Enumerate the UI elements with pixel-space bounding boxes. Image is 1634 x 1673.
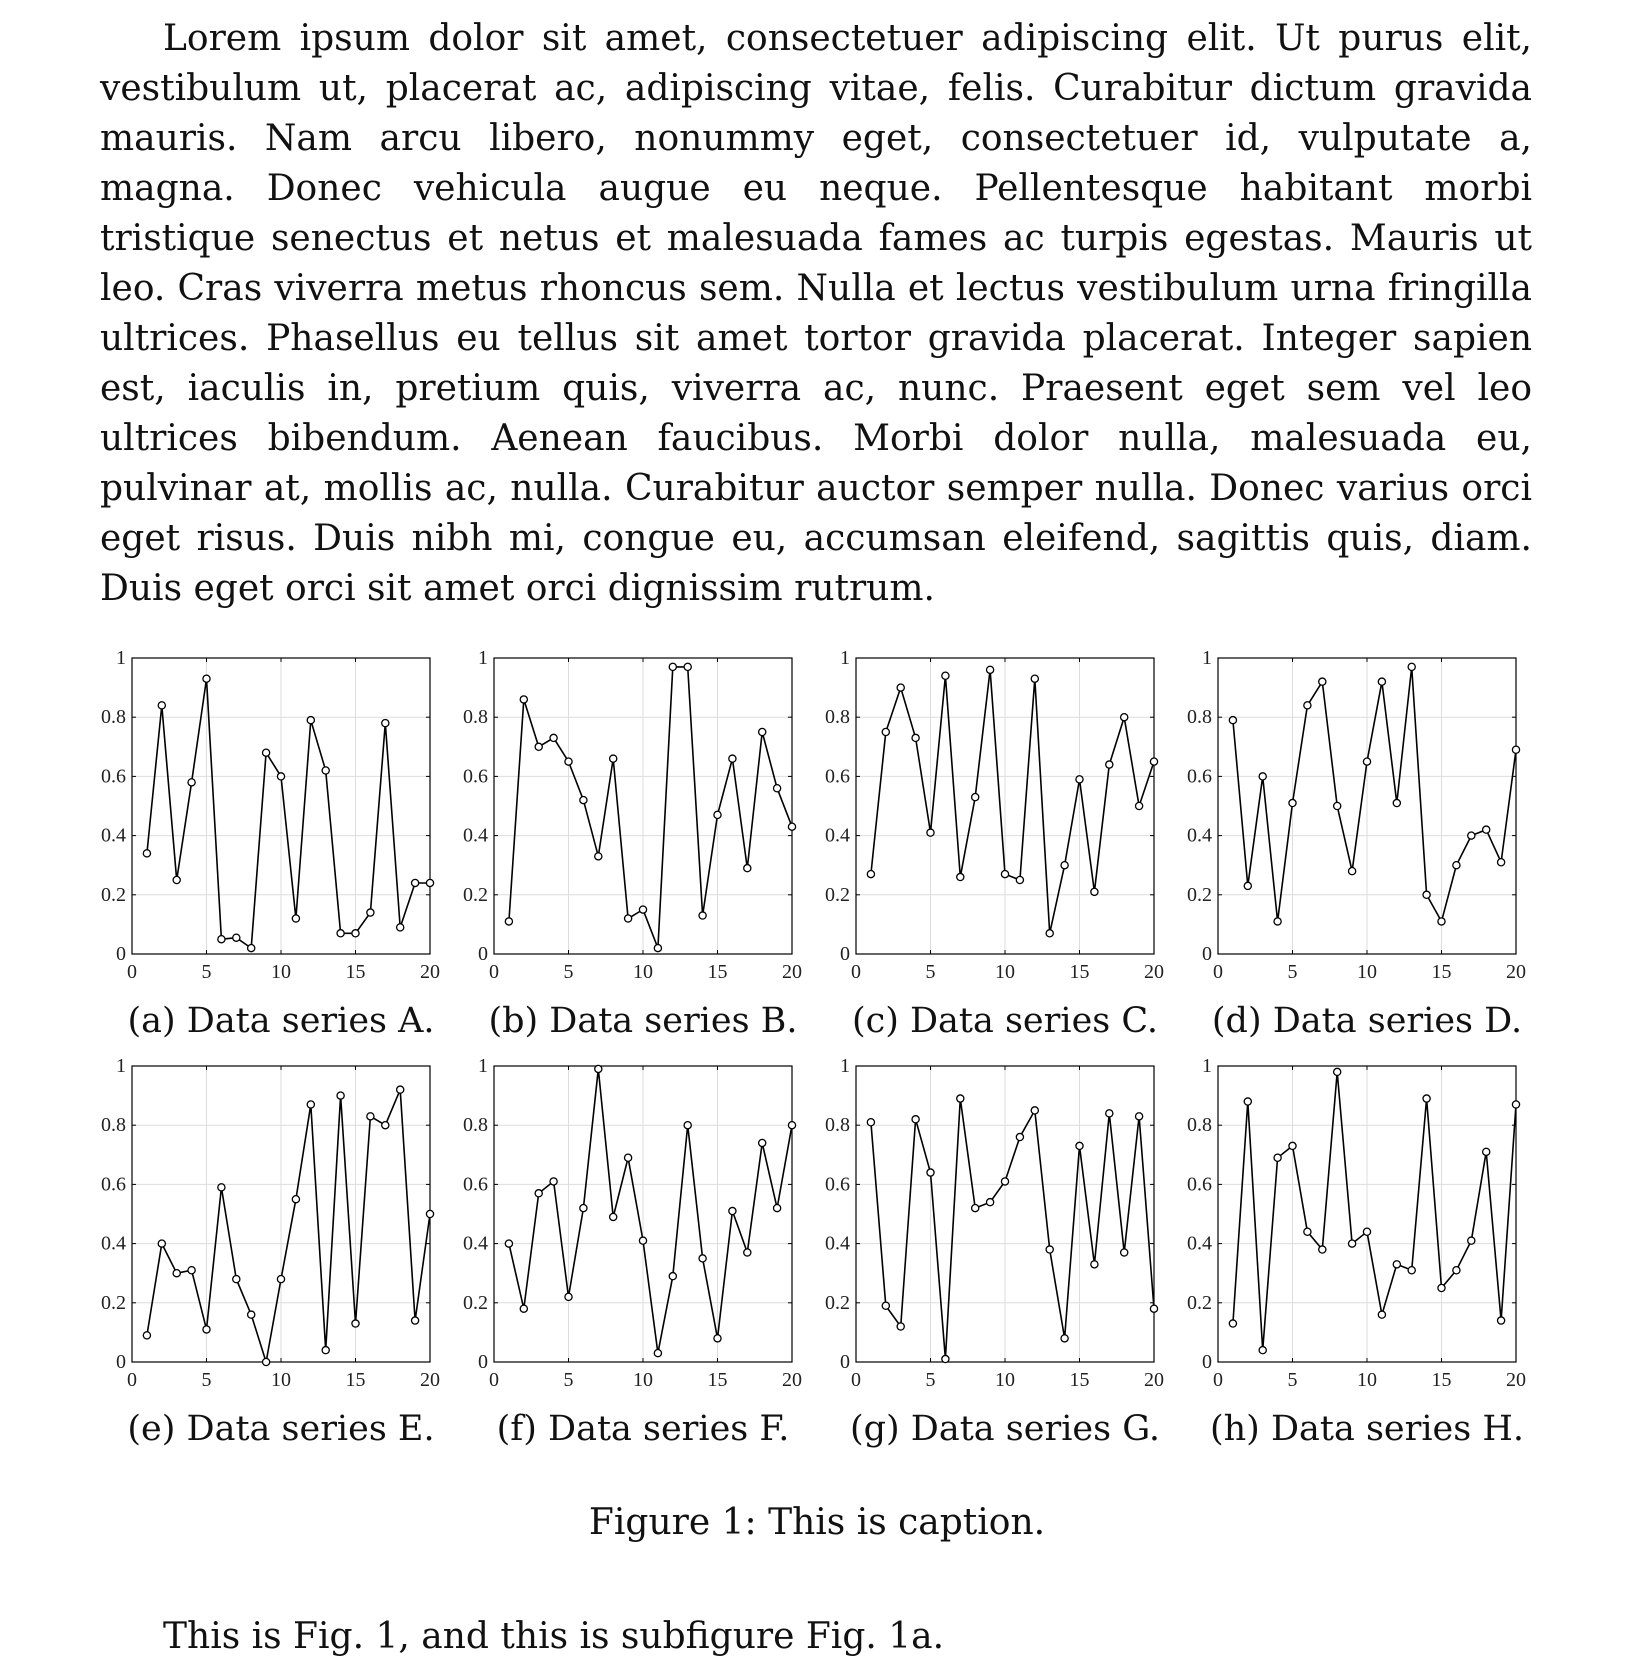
data-point bbox=[397, 1086, 404, 1093]
y-tick-label: 0.6 bbox=[463, 765, 488, 788]
y-tick-label: 0.6 bbox=[463, 1173, 488, 1196]
data-point bbox=[565, 758, 572, 765]
x-tick-label: 0 bbox=[127, 961, 137, 983]
x-tick-label: 5 bbox=[563, 1369, 574, 1391]
subfigure-e bbox=[100, 1056, 462, 1468]
data-point bbox=[1076, 1142, 1083, 1149]
x-tick-label: 5 bbox=[201, 961, 212, 983]
subfigure-caption: (g) Data series G. bbox=[849, 1409, 1161, 1449]
y-tick-label: 0.6 bbox=[1187, 1173, 1212, 1196]
data-point bbox=[352, 1320, 359, 1327]
line-chart-b bbox=[462, 648, 824, 998]
subfigure-caption: (e) Data series E. bbox=[127, 1409, 435, 1449]
data-point bbox=[158, 702, 165, 709]
data-point bbox=[1001, 870, 1008, 877]
subfigure-g bbox=[824, 1056, 1186, 1468]
y-tick-label: 0.2 bbox=[101, 883, 126, 906]
data-point bbox=[788, 823, 795, 830]
y-tick-label: 0.8 bbox=[101, 706, 126, 729]
x-tick-label: 5 bbox=[925, 1369, 936, 1391]
y-tick-label: 0.4 bbox=[1187, 1232, 1212, 1255]
x-tick-label: 20 bbox=[782, 961, 802, 983]
data-point bbox=[1259, 773, 1266, 780]
data-point bbox=[942, 1355, 949, 1362]
data-point bbox=[1106, 1110, 1113, 1117]
data-point bbox=[1136, 1113, 1143, 1120]
data-point bbox=[367, 1113, 374, 1120]
x-tick-label: 0 bbox=[851, 1369, 861, 1391]
data-point bbox=[610, 1213, 617, 1220]
data-point bbox=[912, 1116, 919, 1123]
y-tick-label: 0.6 bbox=[825, 1173, 850, 1196]
data-point bbox=[1393, 1261, 1400, 1268]
y-tick-label: 0 bbox=[840, 1351, 850, 1373]
data-point bbox=[565, 1293, 572, 1300]
x-tick-label: 10 bbox=[995, 1369, 1015, 1391]
data-point bbox=[1334, 802, 1341, 809]
data-point bbox=[1229, 717, 1236, 724]
data-point bbox=[1259, 1347, 1266, 1354]
data-point bbox=[669, 663, 676, 670]
data-point bbox=[322, 1347, 329, 1354]
y-tick-label: 0.8 bbox=[463, 1114, 488, 1137]
data-point bbox=[957, 873, 964, 880]
data-point bbox=[292, 915, 299, 922]
x-tick-label: 20 bbox=[1144, 961, 1164, 983]
y-tick-label: 0.8 bbox=[101, 1114, 126, 1137]
data-point bbox=[1150, 758, 1157, 765]
data-point bbox=[412, 1317, 419, 1324]
data-point bbox=[1289, 799, 1296, 806]
data-point bbox=[987, 666, 994, 673]
subfigure-caption: (f) Data series F. bbox=[496, 1409, 790, 1449]
y-tick-label: 0.8 bbox=[1187, 1114, 1212, 1137]
reference-paragraph: This is Fig. 1, and this is subfigure Fig. 1a. bbox=[163, 1616, 945, 1657]
data-point bbox=[580, 796, 587, 803]
x-tick-label: 10 bbox=[271, 961, 291, 983]
data-point bbox=[972, 1204, 979, 1211]
data-point bbox=[352, 930, 359, 937]
data-point bbox=[654, 1350, 661, 1357]
data-point bbox=[1121, 1249, 1128, 1256]
y-tick-label: 0.2 bbox=[463, 1291, 488, 1314]
data-point bbox=[625, 915, 632, 922]
data-point bbox=[1244, 882, 1251, 889]
data-point bbox=[759, 728, 766, 735]
data-point bbox=[203, 1326, 210, 1333]
x-tick-label: 20 bbox=[1144, 1369, 1164, 1391]
x-tick-label: 15 bbox=[1431, 961, 1452, 983]
data-point bbox=[1150, 1305, 1157, 1312]
line-chart-d bbox=[1186, 648, 1548, 998]
series-line bbox=[509, 667, 792, 948]
y-tick-label: 1 bbox=[1202, 648, 1212, 669]
subfigure-b bbox=[462, 648, 824, 1060]
line-chart-h bbox=[1186, 1056, 1548, 1406]
data-point bbox=[774, 785, 781, 792]
data-point bbox=[1304, 702, 1311, 709]
x-tick-label: 15 bbox=[1431, 1369, 1452, 1391]
data-point bbox=[412, 879, 419, 886]
series-line bbox=[871, 670, 1154, 934]
data-point bbox=[1468, 1237, 1475, 1244]
data-point bbox=[1121, 714, 1128, 721]
data-point bbox=[714, 1335, 721, 1342]
data-point bbox=[1319, 1246, 1326, 1253]
data-point bbox=[218, 1184, 225, 1191]
x-tick-label: 10 bbox=[995, 961, 1015, 983]
line-chart-a bbox=[100, 648, 462, 998]
data-point bbox=[1016, 1133, 1023, 1140]
data-point bbox=[1046, 1246, 1053, 1253]
subfigure-h bbox=[1186, 1056, 1548, 1468]
x-tick-label: 0 bbox=[1213, 961, 1223, 983]
data-point bbox=[639, 1237, 646, 1244]
y-tick-label: 0 bbox=[116, 1351, 126, 1373]
data-point bbox=[1136, 802, 1143, 809]
data-point bbox=[292, 1196, 299, 1203]
data-point bbox=[1378, 1311, 1385, 1318]
data-point bbox=[1363, 758, 1370, 765]
data-point bbox=[520, 1305, 527, 1312]
y-tick-label: 0.6 bbox=[825, 765, 850, 788]
series-line bbox=[147, 679, 430, 948]
series-line bbox=[1233, 1072, 1516, 1350]
data-point bbox=[143, 1332, 150, 1339]
data-point bbox=[1229, 1320, 1236, 1327]
data-point bbox=[1483, 826, 1490, 833]
y-tick-label: 0 bbox=[116, 943, 126, 965]
data-point bbox=[867, 1119, 874, 1126]
data-point bbox=[774, 1204, 781, 1211]
x-tick-label: 20 bbox=[1506, 961, 1526, 983]
x-tick-label: 0 bbox=[851, 961, 861, 983]
data-point bbox=[337, 930, 344, 937]
data-point bbox=[1453, 1267, 1460, 1274]
data-point bbox=[173, 876, 180, 883]
y-tick-label: 0.8 bbox=[463, 706, 488, 729]
data-point bbox=[1483, 1148, 1490, 1155]
data-point bbox=[1349, 868, 1356, 875]
y-tick-label: 0.8 bbox=[1187, 706, 1212, 729]
x-tick-label: 15 bbox=[1069, 1369, 1090, 1391]
y-tick-label: 0.2 bbox=[1187, 883, 1212, 906]
subfigure-caption: (d) Data series D. bbox=[1211, 1001, 1523, 1041]
series-line bbox=[1233, 667, 1516, 922]
figure-caption: Figure 1: This is caption. bbox=[588, 1502, 1046, 1543]
data-point bbox=[1001, 1178, 1008, 1185]
data-point bbox=[684, 1122, 691, 1129]
data-point bbox=[788, 1122, 795, 1129]
y-tick-label: 0.6 bbox=[1187, 765, 1212, 788]
data-point bbox=[1408, 663, 1415, 670]
data-point bbox=[233, 1276, 240, 1283]
data-point bbox=[1031, 675, 1038, 682]
x-tick-label: 0 bbox=[489, 961, 499, 983]
data-point bbox=[714, 811, 721, 818]
data-point bbox=[987, 1199, 994, 1206]
y-tick-label: 0 bbox=[478, 1351, 488, 1373]
data-point bbox=[1438, 918, 1445, 925]
data-point bbox=[882, 1302, 889, 1309]
data-point bbox=[1076, 776, 1083, 783]
x-tick-label: 15 bbox=[345, 1369, 366, 1391]
y-tick-label: 0.4 bbox=[1187, 824, 1212, 847]
data-point bbox=[233, 934, 240, 941]
x-tick-label: 5 bbox=[563, 961, 574, 983]
data-point bbox=[1512, 746, 1519, 753]
data-point bbox=[897, 1323, 904, 1330]
data-point bbox=[248, 1311, 255, 1318]
data-point bbox=[1512, 1101, 1519, 1108]
data-point bbox=[1319, 678, 1326, 685]
line-chart-e bbox=[100, 1056, 462, 1406]
y-tick-label: 0.8 bbox=[825, 1114, 850, 1137]
data-point bbox=[897, 684, 904, 691]
data-point bbox=[610, 755, 617, 762]
data-point bbox=[729, 755, 736, 762]
x-tick-label: 5 bbox=[1287, 961, 1298, 983]
subfigure-a bbox=[100, 648, 462, 1060]
data-point bbox=[595, 1065, 602, 1072]
y-tick-label: 0.8 bbox=[825, 706, 850, 729]
data-point bbox=[1274, 1154, 1281, 1161]
data-point bbox=[867, 870, 874, 877]
data-point bbox=[1349, 1240, 1356, 1247]
data-point bbox=[1091, 888, 1098, 895]
data-point bbox=[1438, 1284, 1445, 1291]
data-point bbox=[1061, 862, 1068, 869]
data-point bbox=[426, 1210, 433, 1217]
x-tick-label: 5 bbox=[1287, 1369, 1298, 1391]
x-tick-label: 0 bbox=[489, 1369, 499, 1391]
y-tick-label: 0.2 bbox=[463, 883, 488, 906]
data-point bbox=[1408, 1267, 1415, 1274]
data-point bbox=[1274, 918, 1281, 925]
data-point bbox=[699, 912, 706, 919]
x-tick-label: 10 bbox=[1357, 1369, 1377, 1391]
subfigure-caption: (b) Data series B. bbox=[488, 1001, 798, 1041]
y-tick-label: 1 bbox=[478, 648, 488, 669]
y-tick-label: 0.6 bbox=[101, 1173, 126, 1196]
data-point bbox=[397, 924, 404, 931]
data-point bbox=[337, 1092, 344, 1099]
data-point bbox=[203, 675, 210, 682]
data-point bbox=[1423, 891, 1430, 898]
y-tick-label: 1 bbox=[840, 1056, 850, 1077]
y-tick-label: 0.4 bbox=[101, 824, 126, 847]
data-point bbox=[927, 829, 934, 836]
body-paragraph: Lorem ipsum dolor sit amet, consectetuer adipiscing elit. Ut purus elit, vestibulum ut, placerat ac, adipiscing vitae, felis. Curabitur dictum gravida mauris. Nam arcu libero, nonummy eget, consectetuer id, vulputate a, magna. Donec vehicula augue eu neque. Pellentesque habitant morbi tristique senectus et netus et malesuada fames ac turpis egestas. Mauris ut leo. Cras viverra metus rhoncus sem. Nulla et lectus vestibulum urna fringilla ultrices. Phasellus eu tellus sit amet tortor gravida placerat. Integer sapien est, iaculis in, pretium quis, viverra ac, nunc. Praesent eget sem vel leo ultrices bibendum. Aenean faucibus. Morbi dolor nulla, malesuada eu, pulvinar at, mollis ac, nulla. Curabitur auctor semper nulla. Donec varius orci eget risus. Duis nibh mi, congue eu, accumsan eleifend, sagittis quis, diam. Duis eget orci sit amet orci dignissim rutrum. bbox=[100, 18, 1532, 609]
x-tick-label: 10 bbox=[633, 961, 653, 983]
data-point bbox=[188, 779, 195, 786]
data-point bbox=[1244, 1098, 1251, 1105]
data-point bbox=[1046, 930, 1053, 937]
data-point bbox=[1016, 876, 1023, 883]
line-chart-f bbox=[462, 1056, 824, 1406]
x-tick-label: 15 bbox=[707, 961, 728, 983]
data-point bbox=[625, 1154, 632, 1161]
y-tick-label: 1 bbox=[116, 1056, 126, 1077]
series-line bbox=[147, 1090, 430, 1362]
data-point bbox=[277, 773, 284, 780]
data-point bbox=[669, 1273, 676, 1280]
y-tick-label: 0.4 bbox=[463, 824, 488, 847]
x-tick-label: 10 bbox=[271, 1369, 291, 1391]
data-point bbox=[382, 1122, 389, 1129]
x-tick-label: 20 bbox=[1506, 1369, 1526, 1391]
data-point bbox=[1334, 1068, 1341, 1075]
series-line bbox=[871, 1099, 1154, 1359]
data-point bbox=[550, 1178, 557, 1185]
data-point bbox=[322, 767, 329, 774]
x-tick-label: 15 bbox=[345, 961, 366, 983]
data-point bbox=[307, 1101, 314, 1108]
data-point bbox=[927, 1169, 934, 1176]
data-point bbox=[744, 865, 751, 872]
data-point bbox=[1031, 1107, 1038, 1114]
data-point bbox=[1106, 761, 1113, 768]
x-tick-label: 15 bbox=[1069, 961, 1090, 983]
x-tick-label: 0 bbox=[1213, 1369, 1223, 1391]
subfigure-c bbox=[824, 648, 1186, 1060]
data-point bbox=[684, 663, 691, 670]
data-point bbox=[957, 1095, 964, 1102]
data-point bbox=[277, 1276, 284, 1283]
series-line bbox=[509, 1069, 792, 1353]
y-tick-label: 1 bbox=[840, 648, 850, 669]
subfigure-caption: (a) Data series A. bbox=[127, 1001, 435, 1041]
data-point bbox=[263, 749, 270, 756]
data-point bbox=[158, 1240, 165, 1247]
data-point bbox=[535, 743, 542, 750]
y-tick-label: 0.2 bbox=[825, 883, 850, 906]
x-tick-label: 20 bbox=[782, 1369, 802, 1391]
y-tick-label: 1 bbox=[478, 1056, 488, 1077]
y-tick-label: 1 bbox=[1202, 1056, 1212, 1077]
data-point bbox=[1453, 862, 1460, 869]
y-tick-label: 0.2 bbox=[101, 1291, 126, 1314]
data-point bbox=[188, 1267, 195, 1274]
data-point bbox=[1423, 1095, 1430, 1102]
data-point bbox=[654, 944, 661, 951]
data-point bbox=[942, 672, 949, 679]
data-point bbox=[1468, 832, 1475, 839]
y-tick-label: 0 bbox=[1202, 943, 1212, 965]
subfigure-d bbox=[1186, 648, 1548, 1060]
data-point bbox=[699, 1255, 706, 1262]
data-point bbox=[1393, 799, 1400, 806]
data-point bbox=[744, 1249, 751, 1256]
data-point bbox=[263, 1358, 270, 1365]
y-tick-label: 0.4 bbox=[825, 1232, 850, 1255]
data-point bbox=[1304, 1228, 1311, 1235]
x-tick-label: 15 bbox=[707, 1369, 728, 1391]
x-tick-label: 5 bbox=[201, 1369, 212, 1391]
data-point bbox=[1378, 678, 1385, 685]
data-point bbox=[1289, 1142, 1296, 1149]
data-point bbox=[248, 944, 255, 951]
data-point bbox=[972, 794, 979, 801]
y-tick-label: 1 bbox=[116, 648, 126, 669]
y-tick-label: 0.4 bbox=[101, 1232, 126, 1255]
y-tick-label: 0 bbox=[840, 943, 850, 965]
data-point bbox=[1061, 1335, 1068, 1342]
data-point bbox=[367, 909, 374, 916]
data-point bbox=[173, 1270, 180, 1277]
y-tick-label: 0 bbox=[1202, 1351, 1212, 1373]
x-tick-label: 10 bbox=[1357, 961, 1377, 983]
data-point bbox=[912, 734, 919, 741]
x-tick-label: 10 bbox=[633, 1369, 653, 1391]
data-point bbox=[729, 1207, 736, 1214]
data-point bbox=[307, 717, 314, 724]
data-point bbox=[550, 734, 557, 741]
subfigure-caption: (h) Data series H. bbox=[1209, 1409, 1524, 1449]
data-point bbox=[882, 728, 889, 735]
data-point bbox=[639, 906, 646, 913]
data-point bbox=[535, 1190, 542, 1197]
data-point bbox=[505, 1240, 512, 1247]
data-point bbox=[759, 1139, 766, 1146]
data-point bbox=[218, 936, 225, 943]
data-point bbox=[505, 918, 512, 925]
y-tick-label: 0.2 bbox=[1187, 1291, 1212, 1314]
data-point bbox=[1498, 859, 1505, 866]
data-point bbox=[1091, 1261, 1098, 1268]
data-point bbox=[520, 696, 527, 703]
y-tick-label: 0.4 bbox=[463, 1232, 488, 1255]
subfigure-caption: (c) Data series C. bbox=[851, 1001, 1159, 1041]
data-point bbox=[143, 850, 150, 857]
x-tick-label: 20 bbox=[420, 1369, 440, 1391]
line-chart-g bbox=[824, 1056, 1186, 1406]
y-tick-label: 0.2 bbox=[825, 1291, 850, 1314]
subfigure-f bbox=[462, 1056, 824, 1468]
y-tick-label: 0 bbox=[478, 943, 488, 965]
data-point bbox=[1498, 1317, 1505, 1324]
x-tick-label: 20 bbox=[420, 961, 440, 983]
x-tick-label: 5 bbox=[925, 961, 936, 983]
data-point bbox=[1363, 1228, 1370, 1235]
data-point bbox=[595, 853, 602, 860]
data-point bbox=[426, 879, 433, 886]
data-point bbox=[382, 720, 389, 727]
x-tick-label: 0 bbox=[127, 1369, 137, 1391]
data-point bbox=[580, 1204, 587, 1211]
y-tick-label: 0.6 bbox=[101, 765, 126, 788]
y-tick-label: 0.4 bbox=[825, 824, 850, 847]
line-chart-c bbox=[824, 648, 1186, 998]
